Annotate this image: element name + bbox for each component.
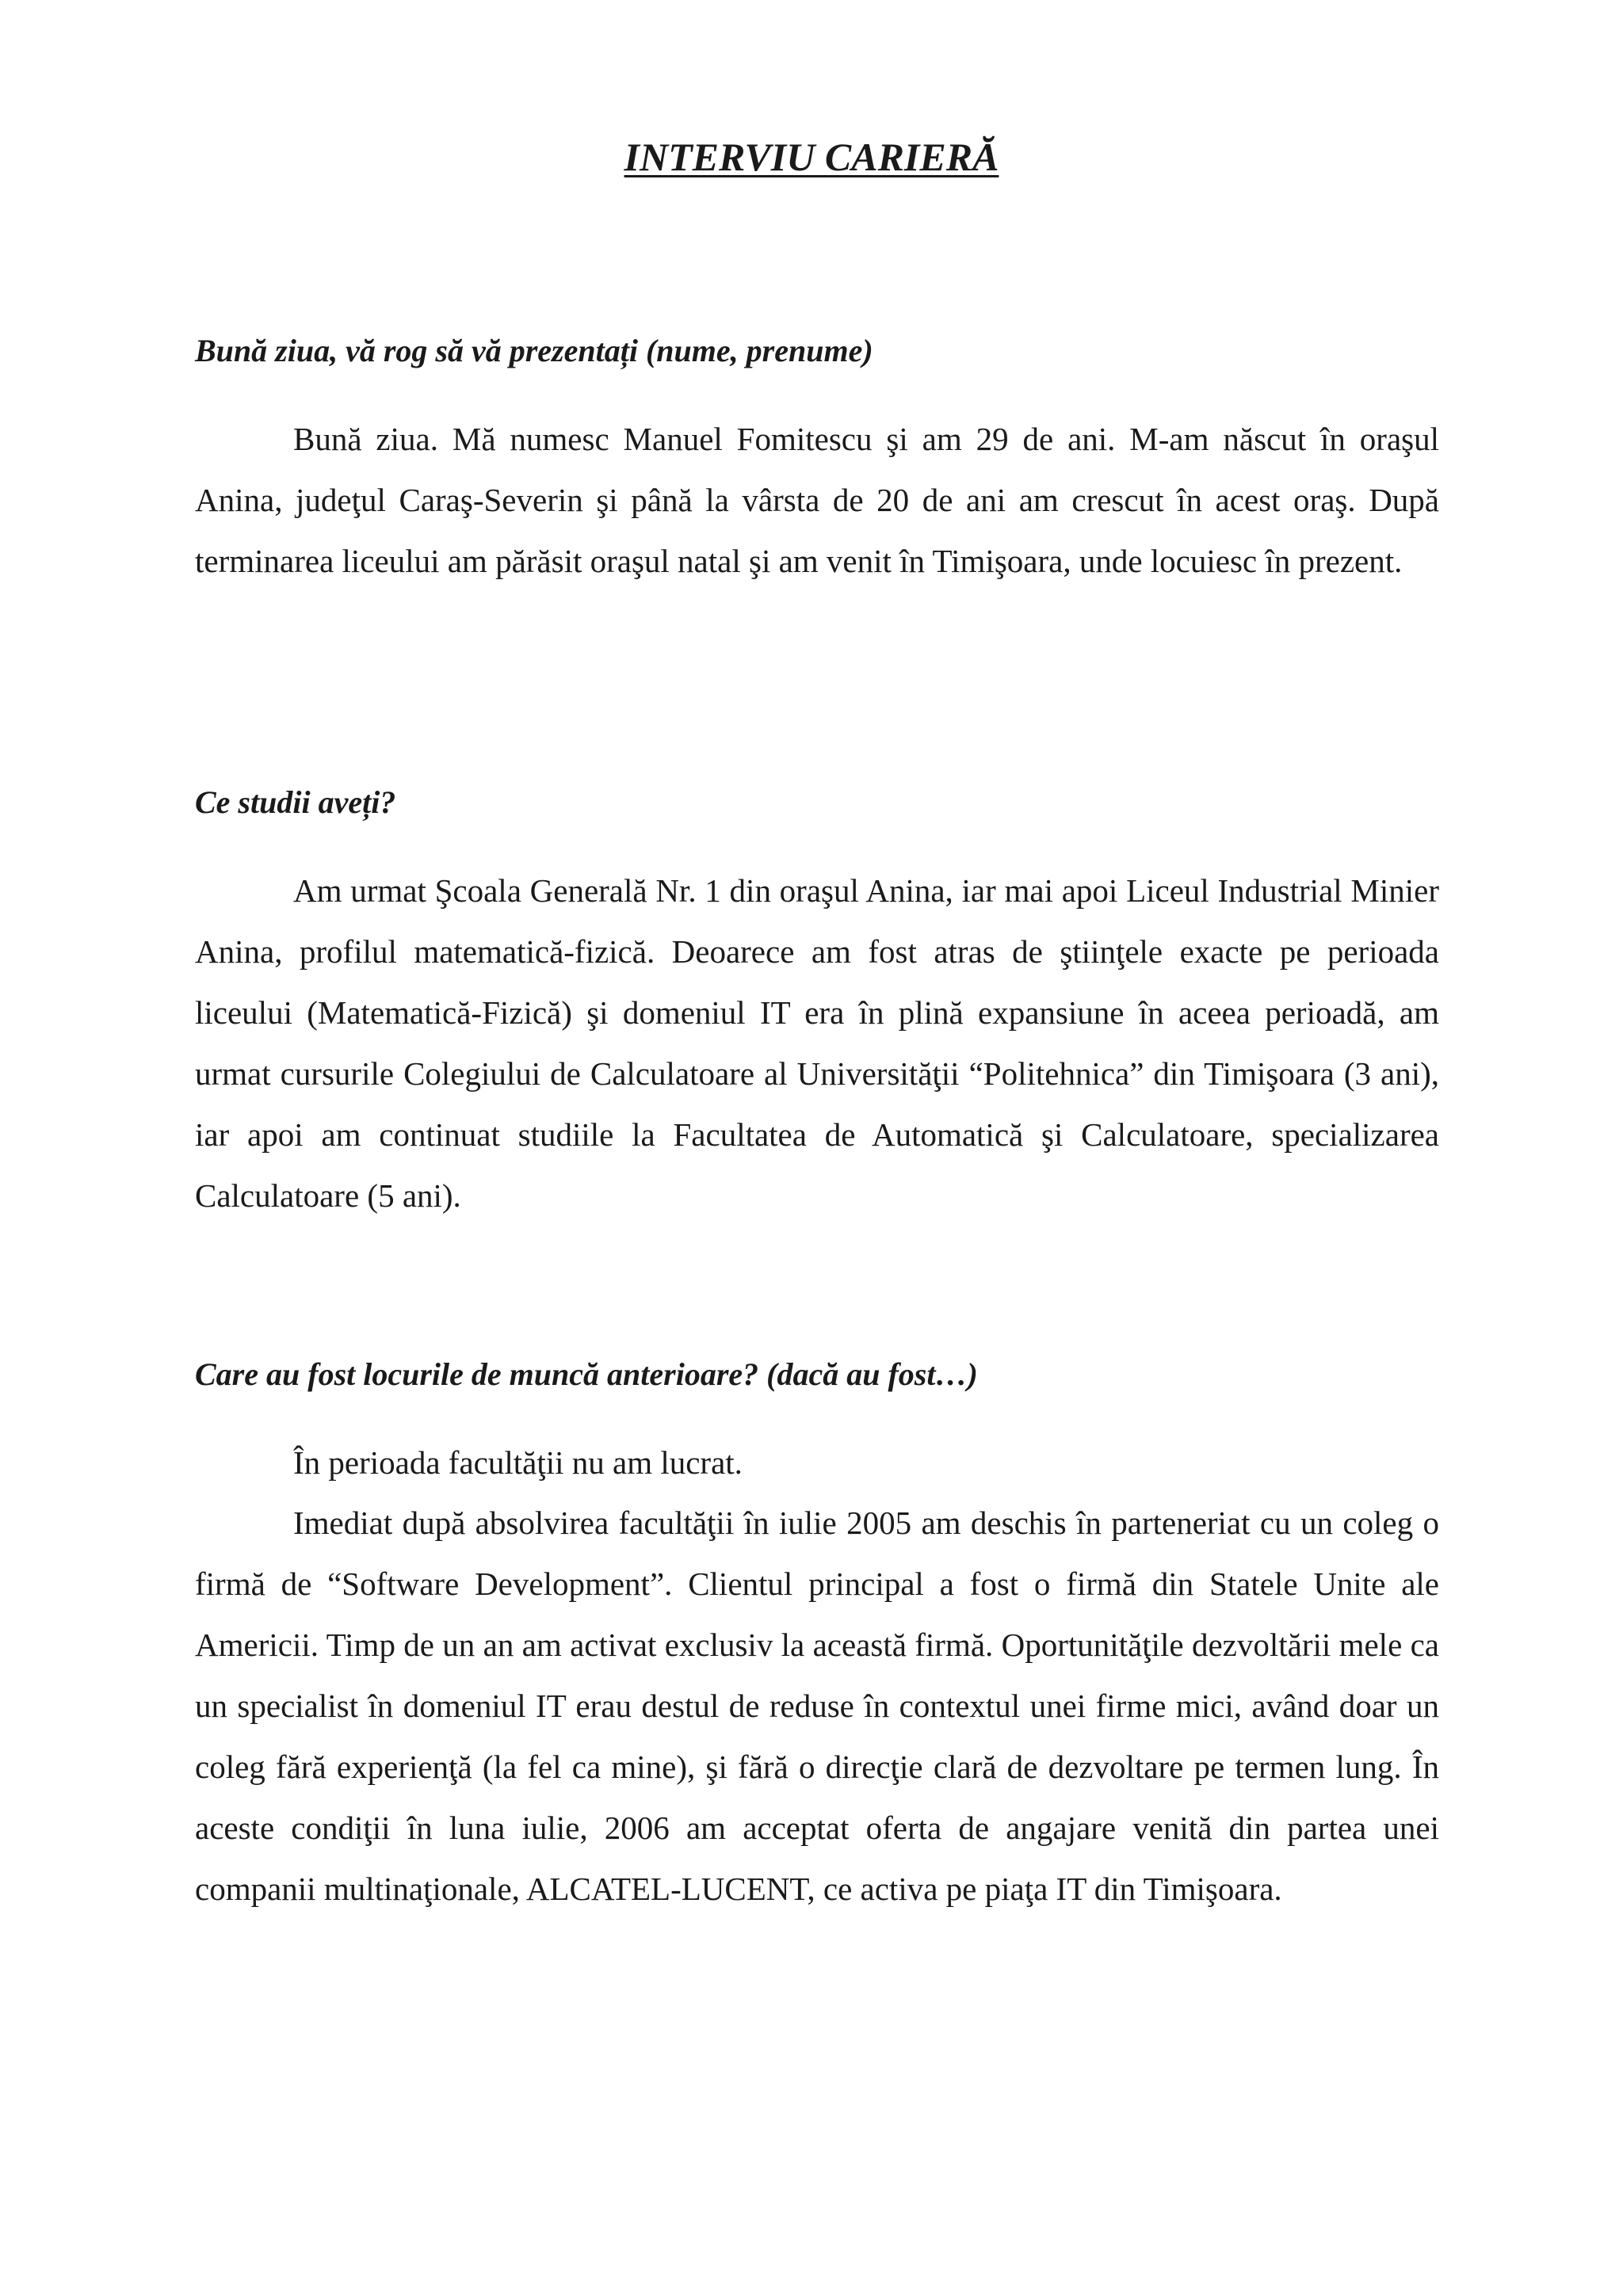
answer-studies: Am urmat Şcoala Generală Nr. 1 din oraşul Anina, iar mai apoi Liceul Industrial Minier Anina, profilul matematică-fizică. Deoarece am fost atras de ştiinţele exacte pe perioada liceului (Matematică-Fizică) şi domeniul IT era în plină expansiune în aceea perioadă, am urmat cursurile Colegiului de Calculatoare al Universităţii “Politehnica” din Timişoara (3 ani), iar apoi am continuat studiile la Facultatea de Automatică şi Calculatoare, specializarea Calculatoare (5 ani). <box>195 872 1439 1214</box>
question-studies: Ce studii aveți? <box>195 784 396 820</box>
question-introduction: Bună ziua, vă rog să vă prezentați (nume, prenume) <box>195 333 873 368</box>
answer-previous-jobs-2: Imediat după absolvirea facultăţii în iulie 2005 am deschis în parteneriat cu un coleg o firmă de “Software Development”. Clientul principal a fost o firmă din Statele Unite ale Americii. Timp de un an am activat exclusiv la această firmă. Oportunităţile dezvoltării mele ca un specialist în domeniul IT erau destul de reduse în contextul unei firme mici, având doar un coleg fără experienţă (la fel ca mine), şi fără o direcţie clară de dezvoltare pe termen lung. În aceste condiţii în luna iulie, 2006 am acceptat oferta de angajare venită din partea unei companii multinaţionale, ALCATEL-LUCENT, ce activa pe piaţa IT din Timişoara. <box>195 1505 1439 1907</box>
document-title: INTERVIU CARIERĂ <box>624 135 999 179</box>
answer-introduction: Bună ziua. Mă numesc Manuel Fomitescu şi am 29 de ani. M-am născut în oraşul Anina, judeţul Caraş-Severin şi până la vârsta de 20 de ani am crescut în acest oraş. După terminarea liceului am părăsit oraşul natal şi am venit în Timişoara, unde locuiesc în prezent. <box>195 421 1439 579</box>
answer-previous-jobs-1: În perioada facultăţii nu am lucrat. <box>293 1444 743 1481</box>
question-previous-jobs: Care au fost locurile de muncă anterioare? (dacă au fost…) <box>195 1356 978 1392</box>
